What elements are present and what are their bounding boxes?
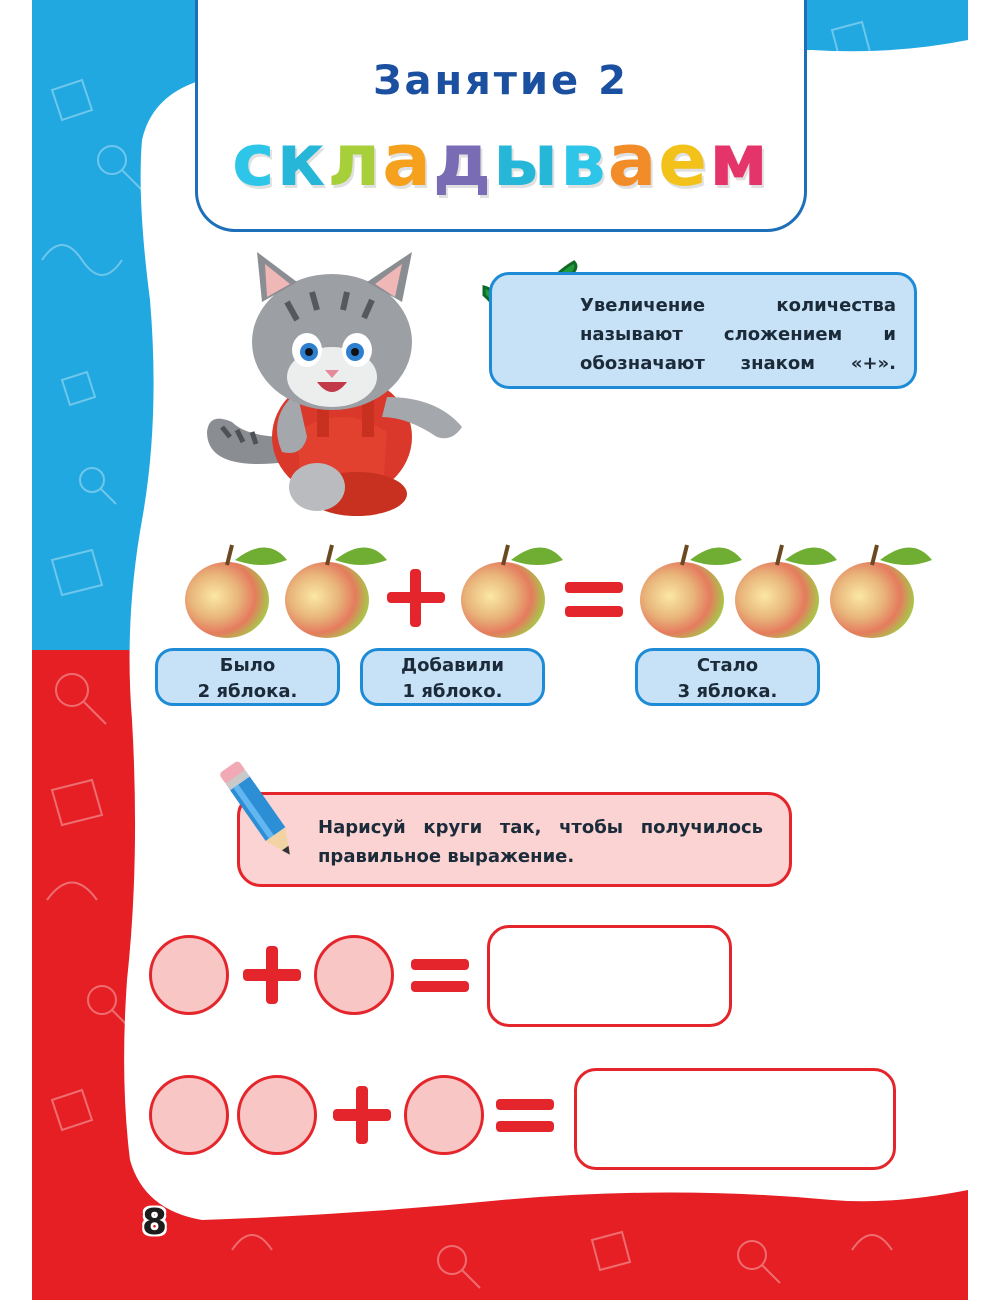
answer-box[interactable] — [574, 1068, 896, 1170]
label-before — [155, 648, 340, 706]
plus-sign — [387, 569, 445, 627]
label-line: Добавили — [401, 655, 504, 676]
task-box — [237, 792, 792, 887]
apple-icon — [735, 545, 837, 638]
label-added — [360, 648, 545, 706]
label-line: 2 яблока. — [197, 681, 298, 702]
title-letter: л — [327, 118, 383, 202]
apple-icon — [185, 545, 287, 638]
rule-text: Увеличение количества называют сложением и обозначают знаком «+». — [580, 295, 896, 374]
answer-circle[interactable] — [314, 935, 394, 1015]
apple-icon — [830, 545, 932, 638]
title-letter: а — [607, 118, 659, 202]
equals-sign — [407, 945, 473, 1005]
plus-sign — [327, 1085, 397, 1145]
plus-sign — [237, 945, 307, 1005]
kitten-illustration — [167, 232, 487, 522]
title-letter: к — [276, 118, 328, 202]
label-line: 1 яблоко. — [402, 681, 503, 702]
answer-circle[interactable] — [149, 935, 229, 1015]
answer-box[interactable] — [487, 925, 732, 1027]
rule-box — [489, 272, 917, 389]
apple-icon — [285, 545, 387, 638]
title-letter: м — [709, 118, 770, 202]
pencil-icon — [210, 752, 310, 872]
apple-equation — [177, 540, 947, 640]
title-letter: д — [432, 118, 494, 202]
title-letter: а — [382, 118, 433, 202]
page-number: 8 — [142, 1202, 168, 1243]
title-letter: е — [658, 118, 710, 202]
label-result — [635, 648, 820, 706]
label-line: Стало — [696, 655, 759, 676]
apple-icon — [640, 545, 742, 638]
lesson-number: Занятие 2 — [373, 58, 629, 104]
page — [32, 0, 968, 1300]
title-letter: ы — [493, 118, 561, 202]
header-box — [195, 0, 807, 232]
label-line: Было — [219, 655, 276, 676]
task-text: Нарисуй круги так, чтобы получилось правильное выражение. — [318, 817, 763, 867]
equals-sign — [492, 1085, 558, 1145]
title-letter: в — [560, 118, 608, 202]
equals-sign — [565, 582, 623, 617]
answer-circle[interactable] — [237, 1075, 317, 1155]
answer-circle[interactable] — [149, 1075, 229, 1155]
label-line: 3 яблока. — [677, 681, 778, 702]
answer-circle[interactable] — [404, 1075, 484, 1155]
apple-icon — [461, 545, 563, 638]
title-letter: с — [231, 118, 277, 202]
lesson-title — [198, 118, 804, 202]
